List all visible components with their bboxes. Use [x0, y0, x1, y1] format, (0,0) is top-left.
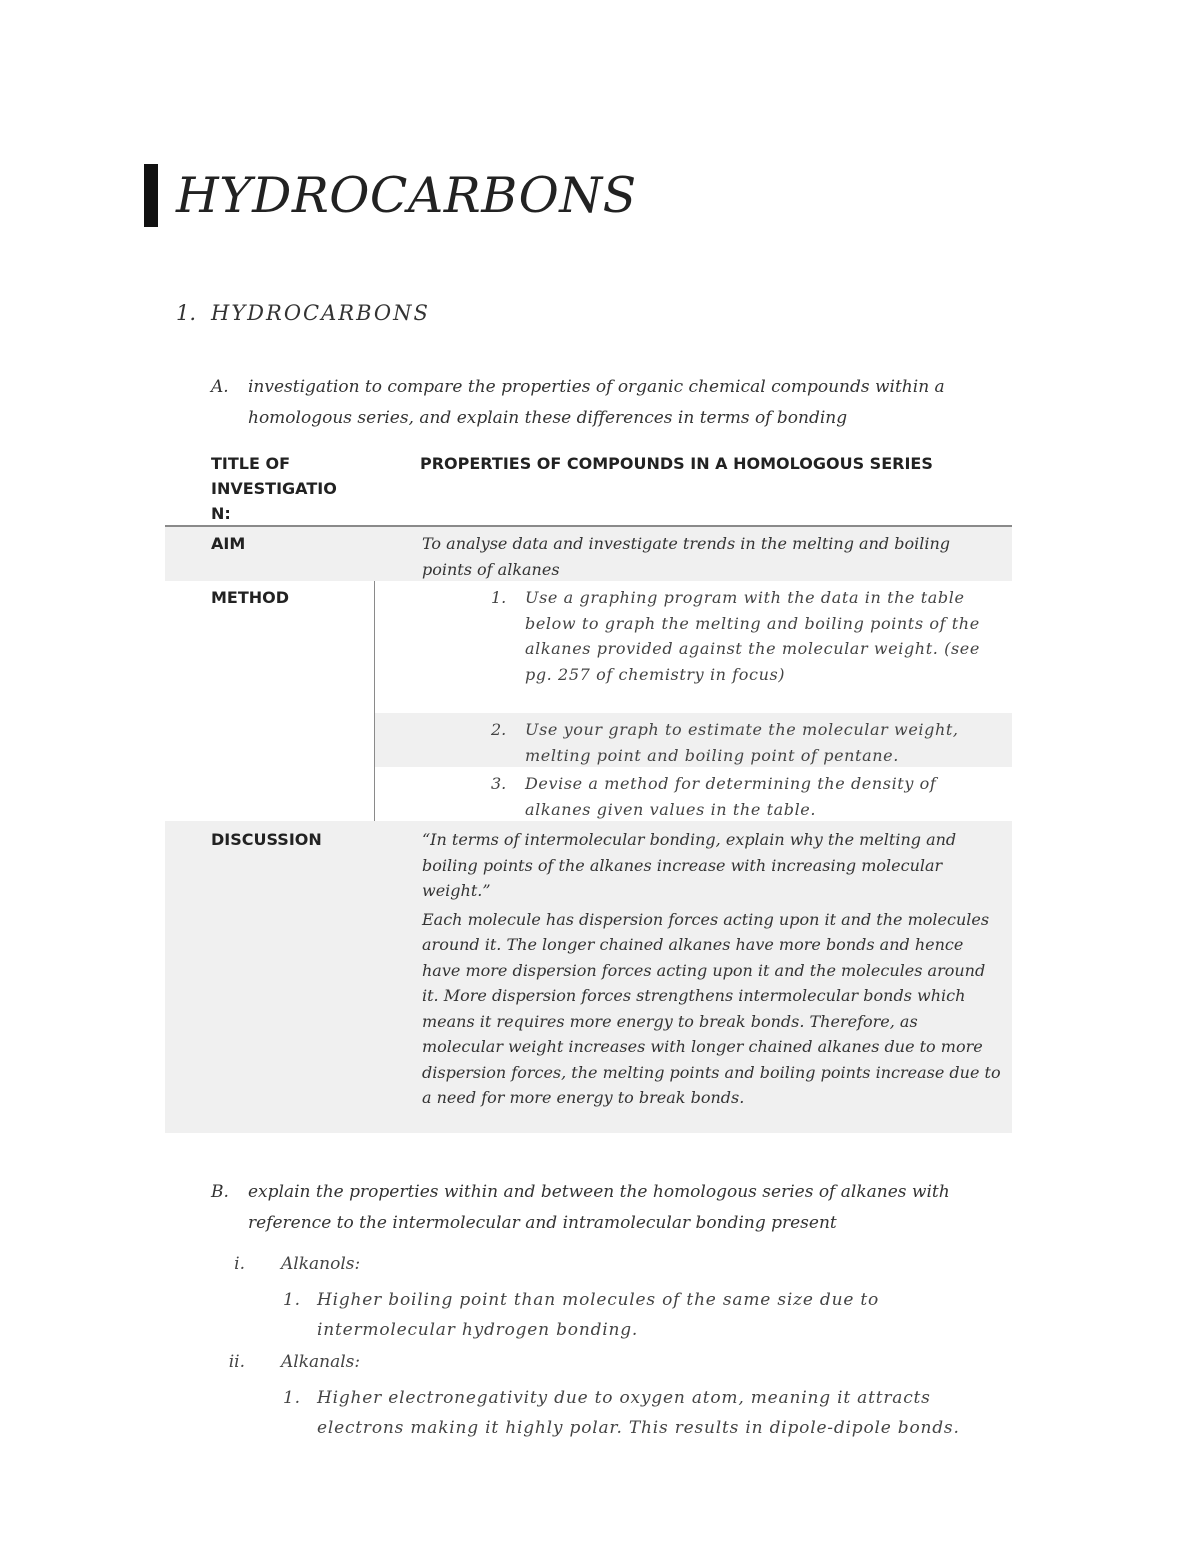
item-b-text: explain the properties within and between the homologous series of alkanes with reference to the intermolecular and intramolecular bonding present	[248, 1182, 950, 1233]
subitem-point	[283, 1383, 983, 1443]
table-header	[165, 449, 1012, 527]
method-label: METHOD	[211, 588, 290, 607]
subitem-label: i.	[234, 1254, 245, 1274]
method-step	[165, 767, 1012, 821]
discussion-content	[422, 827, 1002, 1111]
method-step-number: 2.	[491, 720, 507, 739]
table-row-aim	[165, 527, 1012, 581]
table-row-method	[165, 581, 1012, 821]
subitem-name: Alkanols:	[281, 1254, 361, 1274]
header-title-value: PROPERTIES OF COMPOUNDS IN A HOMOLOGOUS SERIES	[420, 454, 933, 473]
aim-text: To analyse data and investigate trends in the melting and boiling points of alkanes	[422, 534, 950, 579]
title-accent-bar	[144, 164, 158, 227]
item-a	[211, 372, 991, 434]
point-text: Higher electronegativity due to oxygen atom, meaning it attracts electrons making it highly polar. This results in dipole-dipole bonds.	[317, 1388, 960, 1438]
point-text: Higher boiling point than molecules of the same size due to intermolecular hydrogen bonding.	[317, 1290, 880, 1340]
section-heading	[176, 298, 430, 328]
table-row-discussion	[165, 821, 1012, 1133]
method-step-number: 1.	[491, 588, 507, 607]
subitem-name: Alkanals:	[281, 1352, 361, 1372]
aim-label: AIM	[211, 534, 246, 553]
subitem-point	[283, 1285, 983, 1345]
header-title-label: TITLE OF INVESTIGATIO N:	[211, 454, 337, 523]
discussion-question: “In terms of intermolecular bonding, explain why the melting and boiling points of the alkanes increase with increasing molecular weight.”	[422, 830, 957, 900]
investigation-table	[165, 449, 1012, 1133]
method-step	[165, 581, 1012, 713]
point-number: 1.	[283, 1290, 301, 1310]
method-step-text: Use a graphing program with the data in the table below to graph the melting and boiling points of the alkanes provided against the molecular weight. (see pg. 257 of chemistry in focus)	[525, 588, 980, 684]
item-a-text: investigation to compare the properties of organic chemical compounds within a homologous series, and explain these differences in terms of bonding	[248, 377, 945, 428]
page-title: HYDROCARBONS	[176, 167, 637, 224]
section-title: HYDROCARBONS	[211, 301, 430, 325]
method-step	[375, 713, 1012, 767]
point-number: 1.	[283, 1388, 301, 1408]
item-a-label: A.	[211, 377, 229, 397]
method-step-text: Devise a method for determining the density of alkanes given values in the table.	[525, 774, 937, 819]
item-b-label: B.	[211, 1182, 229, 1202]
subitem-label: ii.	[228, 1352, 245, 1372]
method-step-text: Use your graph to estimate the molecular weight, melting point and boiling point of pentane.	[525, 720, 959, 765]
item-b	[211, 1177, 991, 1239]
section-number: 1.	[176, 301, 197, 325]
method-step-number: 3.	[491, 774, 507, 793]
discussion-label: DISCUSSION	[211, 830, 322, 849]
discussion-answer: Each molecule has dispersion forces acting upon it and the molecules around it. The longer chained alkanes have more bonds and hence have more dispersion forces acting upon it and the molecules around it. More dispersion forces strengthens intermolecular bonds which means it requires more energy to break bonds. Therefore, as molecular weight increases with longer chained alkanes due to more dispersion forces, the melting points and boiling points increase due to a need for more energy to break bonds.	[422, 909, 1001, 1107]
